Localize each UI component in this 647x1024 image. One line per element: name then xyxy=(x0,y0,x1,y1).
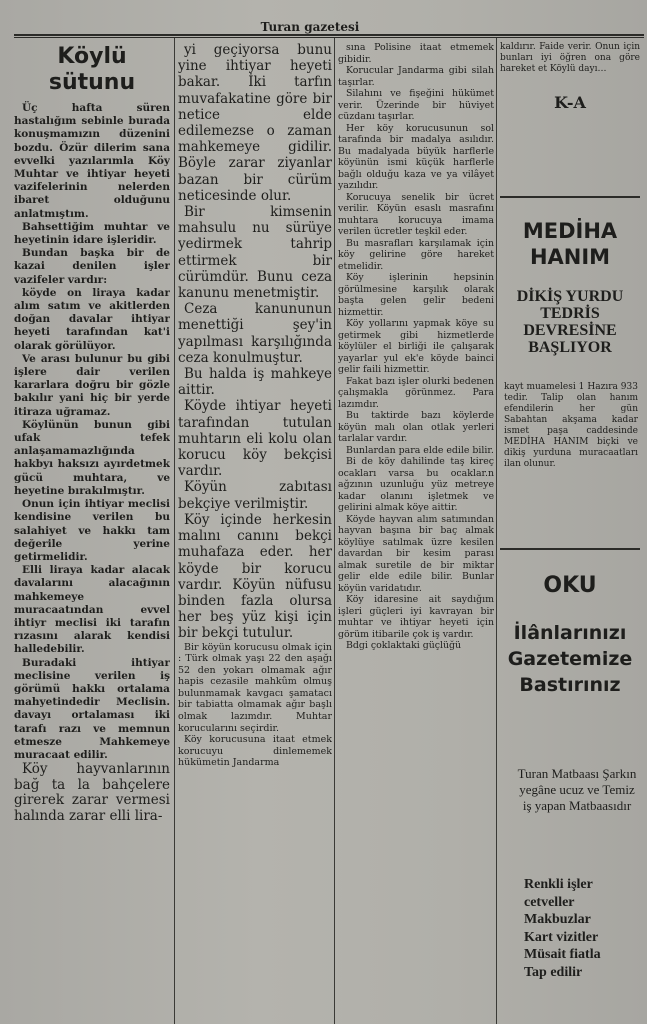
paragraph: Bundan başka bir de kazai denilen işler vazifeler vardır: xyxy=(14,247,170,286)
paragraph: Elli liraya kadar alacak davalarını alacağının mahkemeye muracaatından evvel ihtiyr meclisi iki tarafın rızasını alarak kendisi halledebilir. xyxy=(14,564,170,656)
list-item: Tap edilir xyxy=(524,964,583,980)
ad-separator xyxy=(500,196,640,198)
paragraph: Köy hayvanlarının bağ ta la bahçelere girerek zarar vermesi halında zarar elli lira- xyxy=(14,761,170,824)
paragraph: Köyde ihtiyar heyeti tarafından tutulan muhtarın eli kolu olan korucu köy bekçisi vardır. xyxy=(178,398,332,480)
paragraph: Ve arası bulunur bu gibi işlere dair verilen kararlara doğru bir gözle bakılır yani hiç bir yerde itiraza uğramaz. xyxy=(14,352,170,418)
article-body xyxy=(14,102,170,824)
list-item: Makbuzlar xyxy=(524,912,591,927)
paragraph: Korucular Jandarma gibi silah taşırlar. xyxy=(338,65,494,88)
paragraph: Köy yollarını yapmak köye su getirmek gibi hizmetlerde köylüler el birliği ile çalışarak yayarlar yul ek'e köyde bainci gelir faili hizmettir. xyxy=(338,318,494,375)
ad-services-list xyxy=(524,876,640,981)
paragraph: Bahsettiğim muhtar ve heyetinin idare işleridir. xyxy=(14,220,170,247)
list-item: Müsait fiatla xyxy=(524,947,601,962)
paragraph: Köyde hayvan alım satımından hayvan başına bir baç almak köylüye satılmak üzre kesilen davardan bir kesim parası almak suretile de bir miktar gelir elde edile bilir. Bunlar köyün varidatıdır. xyxy=(338,513,494,594)
paragraph: köyde on liraya kadar alım satım ve akitlerden doğan davalar ihtiyar heyeti tarafından kat'i olarak görülüyor. xyxy=(14,286,170,352)
paragraph: Bu masrafları karşılamak için köy gelirine göre hareket etmelidir. xyxy=(338,237,494,272)
ad-slogan: İlânlarınızı Gazetemize Bastırınız xyxy=(507,622,633,696)
article-end-note: kaldırır. Faide verir. Onun için bunları iyi öğren ona göre hareket et Köylü dayı… xyxy=(500,42,640,74)
paragraph: Köyün zabıtası bekçiye verilmiştir. xyxy=(178,479,332,512)
paragraph: Bu taktirde bazı köylerde köyün malı olan otlak yerleri tarlalar vardır. xyxy=(338,410,494,444)
newspaper-masthead: Turan gazetesi xyxy=(260,20,360,34)
header-rule-thin xyxy=(14,37,644,38)
column-heading: Köylü sütunu xyxy=(48,44,136,95)
ad-turan-matbaasi: Turan Matbaası Şarkın yegâne ucuz ve Temiz iş yapan Matbaasıdır xyxy=(517,766,637,813)
paragraph: Köy korucusuna itaat etmek korucuyu dinlememek hükümetin Jandarma xyxy=(178,734,332,769)
ad-mediha-hanim-title: DİKİŞ YURDU TEDRİS DEVRESİNE BAŞLIYOR xyxy=(516,288,624,356)
paragraph: Üç hafta süren hastalığım sebinle burada konuşmamızın düzenini bozdu. Özür dilerim sana evvelki yazılarımla Köy Muhtar ve ihtiyar heyeti vazifelerinin nelerden ibaret olduğunu anlatmıştım. xyxy=(14,102,170,220)
ad-oku-heading: OKU xyxy=(543,573,597,598)
column-koylu-sutunu xyxy=(14,44,170,1024)
paragraph: Köy işlerinin hepsinin görülmesine karşılık olarak başta gelen gelir bedeni hizmettir. xyxy=(338,272,494,318)
paragraph: Bu halda iş mahkeye aittir. xyxy=(178,366,332,399)
paragraph: Bunlardan para elde edile bilir. xyxy=(346,444,494,456)
header-rule xyxy=(14,34,644,36)
list-item: Kart vizitler xyxy=(524,929,599,945)
ad-mediha-hanim-body: kayt muamelesi 1 Hazıra 933 tedir. Talip olan hanım efendilerin her gün Sabahtan akşama kadar ismet paşa caddesinde MEDİHA HANIM biçki ve dikiş yurduna muracaatları ilan olunur. xyxy=(504,382,638,469)
list-item: Renkli işler xyxy=(524,877,593,892)
ad-mediha-hanim-name: MEDİHA HANIM xyxy=(522,219,618,269)
column-article-continued xyxy=(178,42,332,1024)
paragraph: Onun için ihtiyar meclisi kendisine verilen bu salahiyet ve hakkı tam değerile yerine getirmelidir. xyxy=(14,498,170,563)
paragraph: sına Polisine itaat etmemek gibidir. xyxy=(338,42,494,65)
paragraph: Bdgi çoklaktaki güçlüğü xyxy=(346,640,462,651)
paragraph: yi geçiyorsa bunu yine ihtiyar heyeti bakar. İki tarfın muvafakatine göre bir netice elde edilemezse o zaman mahkemeye gidilir. Böyle zarar ziyanlar bazan bir cürüm neticesinde olur. xyxy=(178,42,332,204)
column-article-continued-2 xyxy=(338,42,494,1024)
paragraph: Her köy korucusunun sol tarafında bir madalya asılıdır. Bu madalyada büyük harflerle köyünün ismi küçük harflerle bağlı olduğu kaza ve ya vilâyet yazılıdır. xyxy=(338,122,494,191)
paragraph: Bir köyün korucusu olmak için : Türk olmak yaşı 22 den aşağı 52 den yokarı olmamak ağır hapis cezasile mahkûm olmuş bulunmamak kavgacı şamatacı bir tabiatta olmamak ağır başlı olmak lazımdır. Muhtar korucularını seçirdir. xyxy=(178,641,332,734)
list-item: cetveller xyxy=(524,894,575,910)
paragraph: Bir kimsenin mahsulu nu sürüye yedirmek tahrip ettirmek bir cürümdür. Bunu ceza kanunu menetmiştir. xyxy=(178,204,332,302)
ad-separator xyxy=(500,548,640,550)
column-divider xyxy=(334,38,335,1024)
paragraph: Fakat bazı işler olurki bedenen çalışmakla görünmez. Para lazımdır. xyxy=(338,375,494,410)
paragraph: Korucuya senelik bir ücret verilir. Köyün esaslı masrafını muhtara korucuya imama verilen ücretler teşkil eder. xyxy=(338,191,494,237)
paragraph: Bi de köy dahilinde taş kireç ocakları varsa bu ocaklar.n ağzının uzunluğu yüz metreye kadar olanını işletmek ve gelirini almak köye aittir. xyxy=(338,456,494,513)
paragraph: Köy idaresine ait saydığım işleri güçleri iyi kavrayan bir muhtar ve ihtiyar heyeti için görüm itibarile çok iş vardır. xyxy=(338,594,494,640)
column-divider xyxy=(496,38,497,1024)
paragraph: Silahını ve fişeğini hükümet verir. Üzerinde bir hüviyet cüzdanı taşırlar. xyxy=(338,88,494,122)
paragraph: Ceza kanununun menettiği şey'in yapılması karşılığında ceza konulmuştur. xyxy=(178,301,332,366)
author-signature: K-A xyxy=(554,93,586,112)
paragraph: Köy içinde herkesin malını canını bekçi muhafaza eder. her köyde bir korucu vardır. Köyün nüfusu binden fazla olursa her beş yüz kişi için bir bekçi tutulur. xyxy=(178,511,332,642)
paragraph: Buradaki ihtiyar meclisine verilen iş görümü hakkı ortalama mahyetindedir Meclisin. davayı ortalaması iki tarafı razı ve memnun etmesze Mahkemeye muracaat edilir. xyxy=(14,656,170,761)
column-divider xyxy=(174,38,175,1024)
paragraph: Köylünün bunun gibi ufak tefek anlaşamamazlığında hakbyı haksızı ayırdetmek gücü muhtara, ve heyetine bırakılmıştır. xyxy=(14,418,170,497)
